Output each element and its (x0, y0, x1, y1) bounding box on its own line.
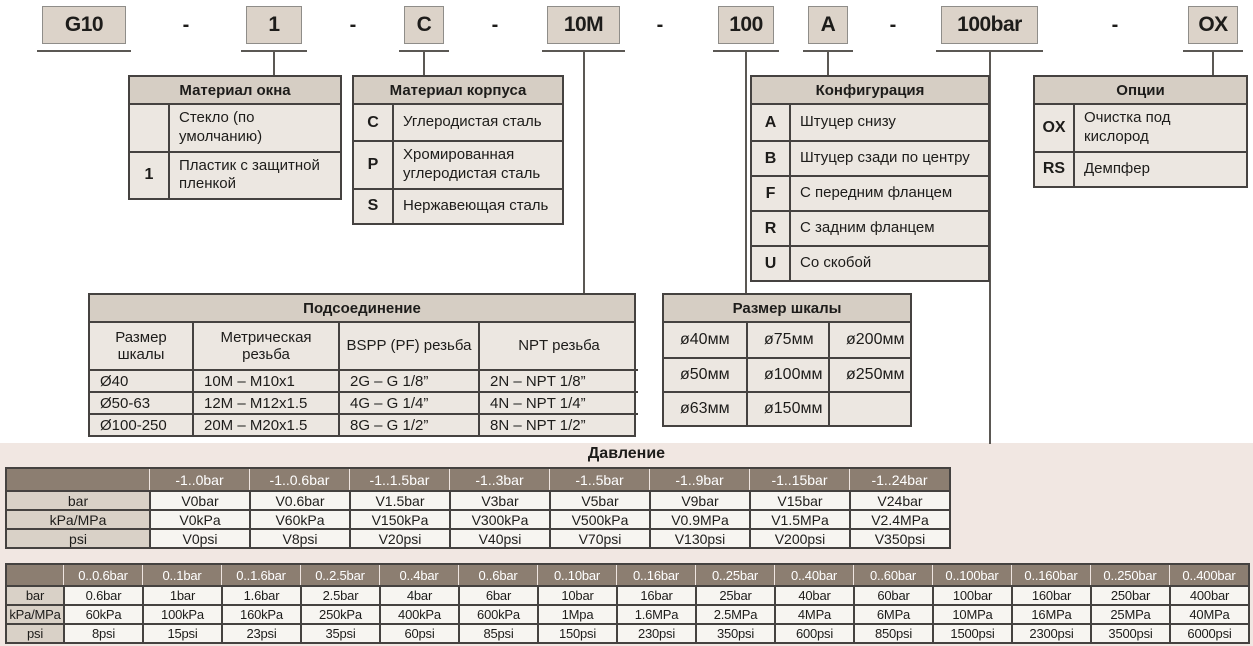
dial-size-cell: ø150мм (746, 391, 828, 425)
row-label: Со скобой (800, 254, 872, 272)
pressure-cell: 0.6bar (63, 585, 142, 604)
pressure-cell: 4MPa (774, 604, 853, 623)
pressure-cell: V2.4MPa (849, 509, 949, 528)
pressure-cell: V60kPa (249, 509, 349, 528)
connection-cell: Ø40 (90, 369, 192, 391)
pressure-corner (7, 565, 63, 585)
code-box-10M: 10M (547, 6, 620, 44)
row-label: Хромированная углеродистая сталь (403, 146, 541, 182)
pressure-range-header: 0..2.5bar (300, 565, 379, 585)
pressure-cell: 10MPa (932, 604, 1011, 623)
row-label: Стекло (по умолчанию) (179, 109, 263, 145)
table-row (752, 140, 988, 175)
pressure-cell: 350psi (695, 623, 774, 642)
pressure-cell: 60bar (853, 585, 932, 604)
pressure-cell: V70psi (549, 528, 649, 547)
connection-cell: 10M – M10x1 (192, 369, 338, 391)
pressure-range-header: 0..1.6bar (221, 565, 300, 585)
table-row (354, 140, 562, 188)
pressure-cell: V15bar (749, 490, 849, 509)
pressure-cell: V20psi (349, 528, 449, 547)
table-title: Опции (1035, 77, 1246, 105)
pressure-range-header: 0..25bar (695, 565, 774, 585)
pressure-cell: 60kPa (63, 604, 142, 623)
pressure-cell: 25bar (695, 585, 774, 604)
pressure-cell: 850psi (853, 623, 932, 642)
pressure-cell: V0psi (149, 528, 249, 547)
pressure-cell: V200psi (749, 528, 849, 547)
pressure-range-header: -1..15bar (749, 469, 849, 490)
pressure-cell: V0.9MPa (649, 509, 749, 528)
pressure-cell: 1bar (142, 585, 221, 604)
pressure-range-header: 0..60bar (853, 565, 932, 585)
pressure-range-header: 0..400bar (1169, 565, 1248, 585)
connector-line (423, 51, 425, 75)
pressure-cell: 250kPa (300, 604, 379, 623)
pressure-range-header: 0..100bar (932, 565, 1011, 585)
connector-line (583, 51, 585, 293)
pressure-cell: 8psi (63, 623, 142, 642)
connection-cell: 12M – M12x1.5 (192, 391, 338, 413)
pressure-cell: 2300psi (1011, 623, 1090, 642)
pressure-row-label: bar (7, 490, 149, 509)
pressure-cell: 1.6MPa (616, 604, 695, 623)
pressure-cell: V0.6bar (249, 490, 349, 509)
pressure-cell: 100bar (932, 585, 1011, 604)
connection-grid (90, 323, 634, 435)
pressure-cell: 600psi (774, 623, 853, 642)
pressure-cell: 35psi (300, 623, 379, 642)
row-label: Углеродистая сталь (403, 113, 542, 131)
row-code: RS (1035, 153, 1075, 186)
code-box-1: 1 (246, 6, 302, 44)
pressure-cell: 16bar (616, 585, 695, 604)
pressure-cell: 40MPa (1169, 604, 1248, 623)
row-code: OX (1035, 105, 1075, 151)
pressure-range-header: -1..5bar (549, 469, 649, 490)
pressure-cell: 6bar (458, 585, 537, 604)
pressure-range-header: -1..24bar (849, 469, 949, 490)
table-title: Подсоединение (90, 295, 634, 323)
row-code: C (354, 105, 394, 140)
code-box-G10: G10 (42, 6, 126, 44)
pressure-cell: V1.5bar (349, 490, 449, 509)
row-code: A (752, 105, 791, 140)
connection-cell: Ø100-250 (90, 413, 192, 435)
pressure-row-label: kPa/MPa (7, 604, 63, 623)
connector-line (273, 51, 275, 75)
pressure-cell: V350psi (849, 528, 949, 547)
pressure-range-header: 0..250bar (1090, 565, 1169, 585)
pressure-row-label: psi (7, 528, 149, 547)
code-box-A: A (808, 6, 848, 44)
pressure-corner (7, 469, 149, 490)
table-title: Материал окна (130, 77, 340, 105)
pressure-cell: 6000psi (1169, 623, 1248, 642)
column-header: Размер шкалы (115, 328, 167, 363)
pressure-cell: 250bar (1090, 585, 1169, 604)
table-row (354, 105, 562, 140)
code-separator: - (1111, 13, 1119, 36)
pressure-cell: 2.5bar (300, 585, 379, 604)
pressure-cell: 1Mpa (537, 604, 616, 623)
table-row (752, 210, 988, 245)
pressure-range-header: -1..3bar (449, 469, 549, 490)
connection-cell: 8N – NPT 1/2” (478, 413, 638, 435)
row-code: P (354, 142, 394, 188)
connection-cell: Ø50-63 (90, 391, 192, 413)
code-box-OX: OX (1188, 6, 1238, 44)
pressure-table-vacuum (5, 467, 951, 549)
table-row (130, 105, 340, 151)
column-header: BSPP (PF) резьба (338, 323, 478, 369)
table-row (354, 188, 562, 223)
connection-cell: 2N – NPT 1/8” (478, 369, 638, 391)
column-header: NPT резьба (478, 323, 638, 369)
table-row (752, 245, 988, 280)
dial-size-cell: ø250мм (828, 357, 910, 391)
row-code: U (752, 247, 791, 280)
pressure-cell: 16MPa (1011, 604, 1090, 623)
connector-line (745, 51, 747, 293)
pressure-cell: 6MPa (853, 604, 932, 623)
pressure-cell: V5bar (549, 490, 649, 509)
pressure-cell: 400bar (1169, 585, 1248, 604)
table-body-material (352, 75, 564, 225)
dial-size-cell: ø75мм (746, 323, 828, 357)
row-code: R (752, 212, 791, 245)
code-box-100: 100 (718, 6, 774, 44)
dial-size-cell: ø200мм (828, 323, 910, 357)
pressure-cell: V24bar (849, 490, 949, 509)
pressure-row-label: psi (7, 623, 63, 642)
row-label: Пластик с защитной пленкой (179, 156, 320, 193)
row-label: Нержавеющая сталь (403, 196, 549, 214)
connection-cell: 20M – M20x1.5 (192, 413, 338, 435)
row-label: С задним фланцем (800, 219, 935, 237)
pressure-cell: 1.6bar (221, 585, 300, 604)
table-row (1035, 105, 1246, 151)
pressure-range-header: 0..40bar (774, 565, 853, 585)
row-code: F (752, 177, 791, 210)
pressure-row-label: kPa/MPa (7, 509, 149, 528)
pressure-range-header: 0..16bar (616, 565, 695, 585)
row-label: Штуцер сзади по центру (800, 149, 970, 167)
row-code: S (354, 190, 394, 223)
code-box-C: C (404, 6, 444, 44)
pressure-cell: 23psi (221, 623, 300, 642)
pressure-cell: V300kPa (449, 509, 549, 528)
pressure-range-header: 0..10bar (537, 565, 616, 585)
code-separator: - (491, 13, 499, 36)
dial-size-grid (664, 323, 910, 425)
row-label: Очистка под кислород (1084, 109, 1171, 145)
pressure-cell: 40bar (774, 585, 853, 604)
pressure-cell: 160kPa (221, 604, 300, 623)
pressure-range-header: -1..0.6bar (249, 469, 349, 490)
pressure-range-header: 0..4bar (379, 565, 458, 585)
pressure-section-title: Давление (587, 445, 666, 462)
pressure-cell: 60psi (379, 623, 458, 642)
code-separator: - (349, 13, 357, 36)
pressure-cell: V0kPa (149, 509, 249, 528)
row-code (130, 105, 170, 151)
code-separator: - (656, 13, 664, 36)
table-row (1035, 151, 1246, 186)
connection-cell: 4N – NPT 1/4” (478, 391, 638, 413)
dial-size-cell (828, 391, 910, 425)
pressure-cell: 25MPa (1090, 604, 1169, 623)
pressure-cell: 100kPa (142, 604, 221, 623)
table-dial-size (662, 293, 912, 427)
pressure-table-positive (5, 563, 1250, 644)
pressure-cell: 2.5MPa (695, 604, 774, 623)
pressure-cell: 4bar (379, 585, 458, 604)
code-separator: - (182, 13, 190, 36)
pressure-range-header: -1..9bar (649, 469, 749, 490)
table-row (752, 175, 988, 210)
pressure-row-label: bar (7, 585, 63, 604)
row-code: 1 (130, 153, 170, 199)
row-label: Штуцер снизу (800, 113, 896, 131)
pressure-cell: V3bar (449, 490, 549, 509)
table-title: Размер шкалы (664, 295, 910, 323)
pressure-range-header: 0..160bar (1011, 565, 1090, 585)
table-options (1033, 75, 1248, 188)
pressure-cell: 600kPa (458, 604, 537, 623)
pressure-cell: 15psi (142, 623, 221, 642)
pressure-range-header: 0..0.6bar (63, 565, 142, 585)
dial-size-cell: ø63мм (664, 391, 746, 425)
pressure-cell: V9bar (649, 490, 749, 509)
pressure-cell: V0bar (149, 490, 249, 509)
table-configuration (750, 75, 990, 282)
pressure-cell: 10bar (537, 585, 616, 604)
pressure-cell: 85psi (458, 623, 537, 642)
connector-line (827, 51, 829, 75)
row-label: С передним фланцем (800, 184, 953, 202)
pressure-cell: V500kPa (549, 509, 649, 528)
pressure-cell: 400kPa (379, 604, 458, 623)
pressure-cell: V150kPa (349, 509, 449, 528)
column-header: Метрическая резьба (192, 323, 338, 369)
table-title: Конфигурация (752, 77, 988, 105)
pressure-cell: 1500psi (932, 623, 1011, 642)
connection-cell: 8G – G 1/2” (338, 413, 478, 435)
pressure-cell: V40psi (449, 528, 549, 547)
code-underline (37, 50, 131, 52)
row-label: Демпфер (1084, 159, 1150, 177)
connection-cell: 2G – G 1/8” (338, 369, 478, 391)
code-separator: - (889, 13, 897, 36)
pressure-cell: 230psi (616, 623, 695, 642)
table-row (752, 105, 988, 140)
pressure-range-header: 0..1bar (142, 565, 221, 585)
row-code: B (752, 142, 791, 175)
table-title: Материал корпуса (354, 77, 562, 105)
pressure-range-header: -1..1.5bar (349, 469, 449, 490)
pressure-cell: 160bar (1011, 585, 1090, 604)
pressure-cell: 3500psi (1090, 623, 1169, 642)
dial-size-cell: ø40мм (680, 331, 730, 348)
dial-size-cell: ø50мм (664, 357, 746, 391)
pressure-cell: V130psi (649, 528, 749, 547)
pressure-range-header: 0..6bar (458, 565, 537, 585)
pressure-range-header: -1..0bar (149, 469, 249, 490)
code-box-100bar: 100bar (941, 6, 1038, 44)
table-window-material (128, 75, 342, 200)
pressure-cell: V1.5MPa (749, 509, 849, 528)
table-row (130, 151, 340, 199)
connector-line (1212, 51, 1214, 75)
dial-size-cell: ø100мм (746, 357, 828, 391)
connection-cell: 4G – G 1/4” (338, 391, 478, 413)
pressure-cell: V8psi (249, 528, 349, 547)
pressure-cell: 150psi (537, 623, 616, 642)
table-connection (88, 293, 636, 437)
